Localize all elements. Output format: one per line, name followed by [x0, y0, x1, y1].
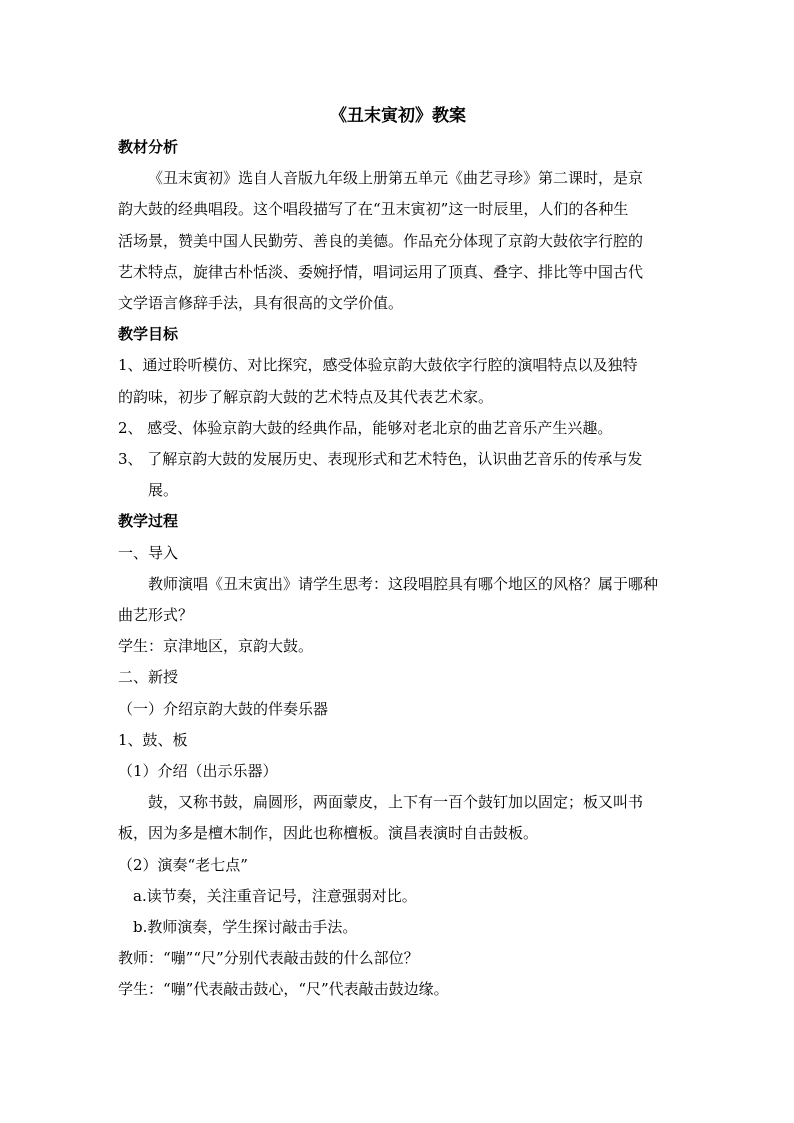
- section-heading-analysis: 教材分析: [118, 138, 179, 156]
- subheading: （1）介绍（出示乐器）: [118, 762, 278, 781]
- paragraph-line: 艺术特点，旋律古朴恬淡、委婉抒情，唱词运用了顶真、叠字、排比等中国古代: [118, 262, 644, 281]
- list-item: 1、通过聆听模仿、对比探究，感受体验京韵大鼓依字行腔的演唱特点以及独特: [118, 356, 638, 375]
- list-item: 3、 了解京韵大鼓的发展历史、表现形式和艺术特色，认识曲艺音乐的传承与发: [118, 450, 643, 469]
- paragraph-line: 教师：“嘣”“尺”分别代表敲击鼓的什么部位？: [118, 949, 419, 968]
- list-item-continued: 的韵味，初步了解京韵大鼓的艺术特点及其代表艺术家。: [118, 387, 494, 406]
- paragraph-line: 《丑末寅初》选自人音版九年级上册第五单元《曲艺寻珍》第二课时，是京: [148, 169, 644, 188]
- list-item: 2、 感受、体验京韵大鼓的经典作品，能够对老北京的曲艺音乐产生兴趣。: [118, 418, 613, 437]
- paragraph-line: 教师演唱《丑末寅出》请学生思考：这段唱腔具有哪个地区的风格？属于哪种: [148, 574, 659, 593]
- paragraph-line: 板，因为多是檀木制作，因此也称檀板。演昌表演时自击鼓板。: [118, 824, 539, 843]
- subheading: （一）介绍京韵大鼓的伴奏乐器: [118, 699, 329, 718]
- subheading: 一、导入: [118, 543, 179, 562]
- paragraph-line: 学生：京津地区，京韵大鼓。: [118, 637, 314, 656]
- document-page: [118, 100, 678, 1006]
- paragraph-line: 曲艺形式？: [118, 606, 194, 625]
- subheading: 二、新授: [118, 668, 179, 687]
- paragraph-line: 活场景，赞美中国人民勤劳、善良的美德。作品充分体现了京韵大鼓依字行腔的: [118, 231, 644, 250]
- section-heading-goals: 教学目标: [118, 325, 179, 344]
- paragraph-line: 学生：“嘣”代表敲击鼓心，“尺”代表敲击鼓边缘。: [118, 980, 449, 999]
- paragraph-line: 鼓，又称书鼓，扁圆形，两面蒙皮，上下有一百个鼓钉加以固定；板又叫书: [148, 793, 644, 812]
- paragraph-line: 韵大鼓的经典唱段。这个唱段描写了在“丑末寅初”这一时辰里，人们的各种生: [118, 200, 629, 219]
- subheading: （2）演奏“老七点”: [118, 855, 248, 874]
- list-item: b.教师演奏，学生探讨敲击手法。: [133, 918, 358, 937]
- paragraph-line: 文学语言修辞手法，具有很高的文学价值。: [118, 294, 404, 313]
- list-item: a.读节奏，关注重音记号，注意强弱对比。: [133, 886, 417, 905]
- document-title: 《丑末寅初》教案: [330, 106, 466, 126]
- list-item-continued: 展。: [148, 481, 179, 500]
- section-heading-process: 教学过程: [118, 512, 179, 531]
- subheading: 1、鼓、板: [118, 730, 188, 749]
